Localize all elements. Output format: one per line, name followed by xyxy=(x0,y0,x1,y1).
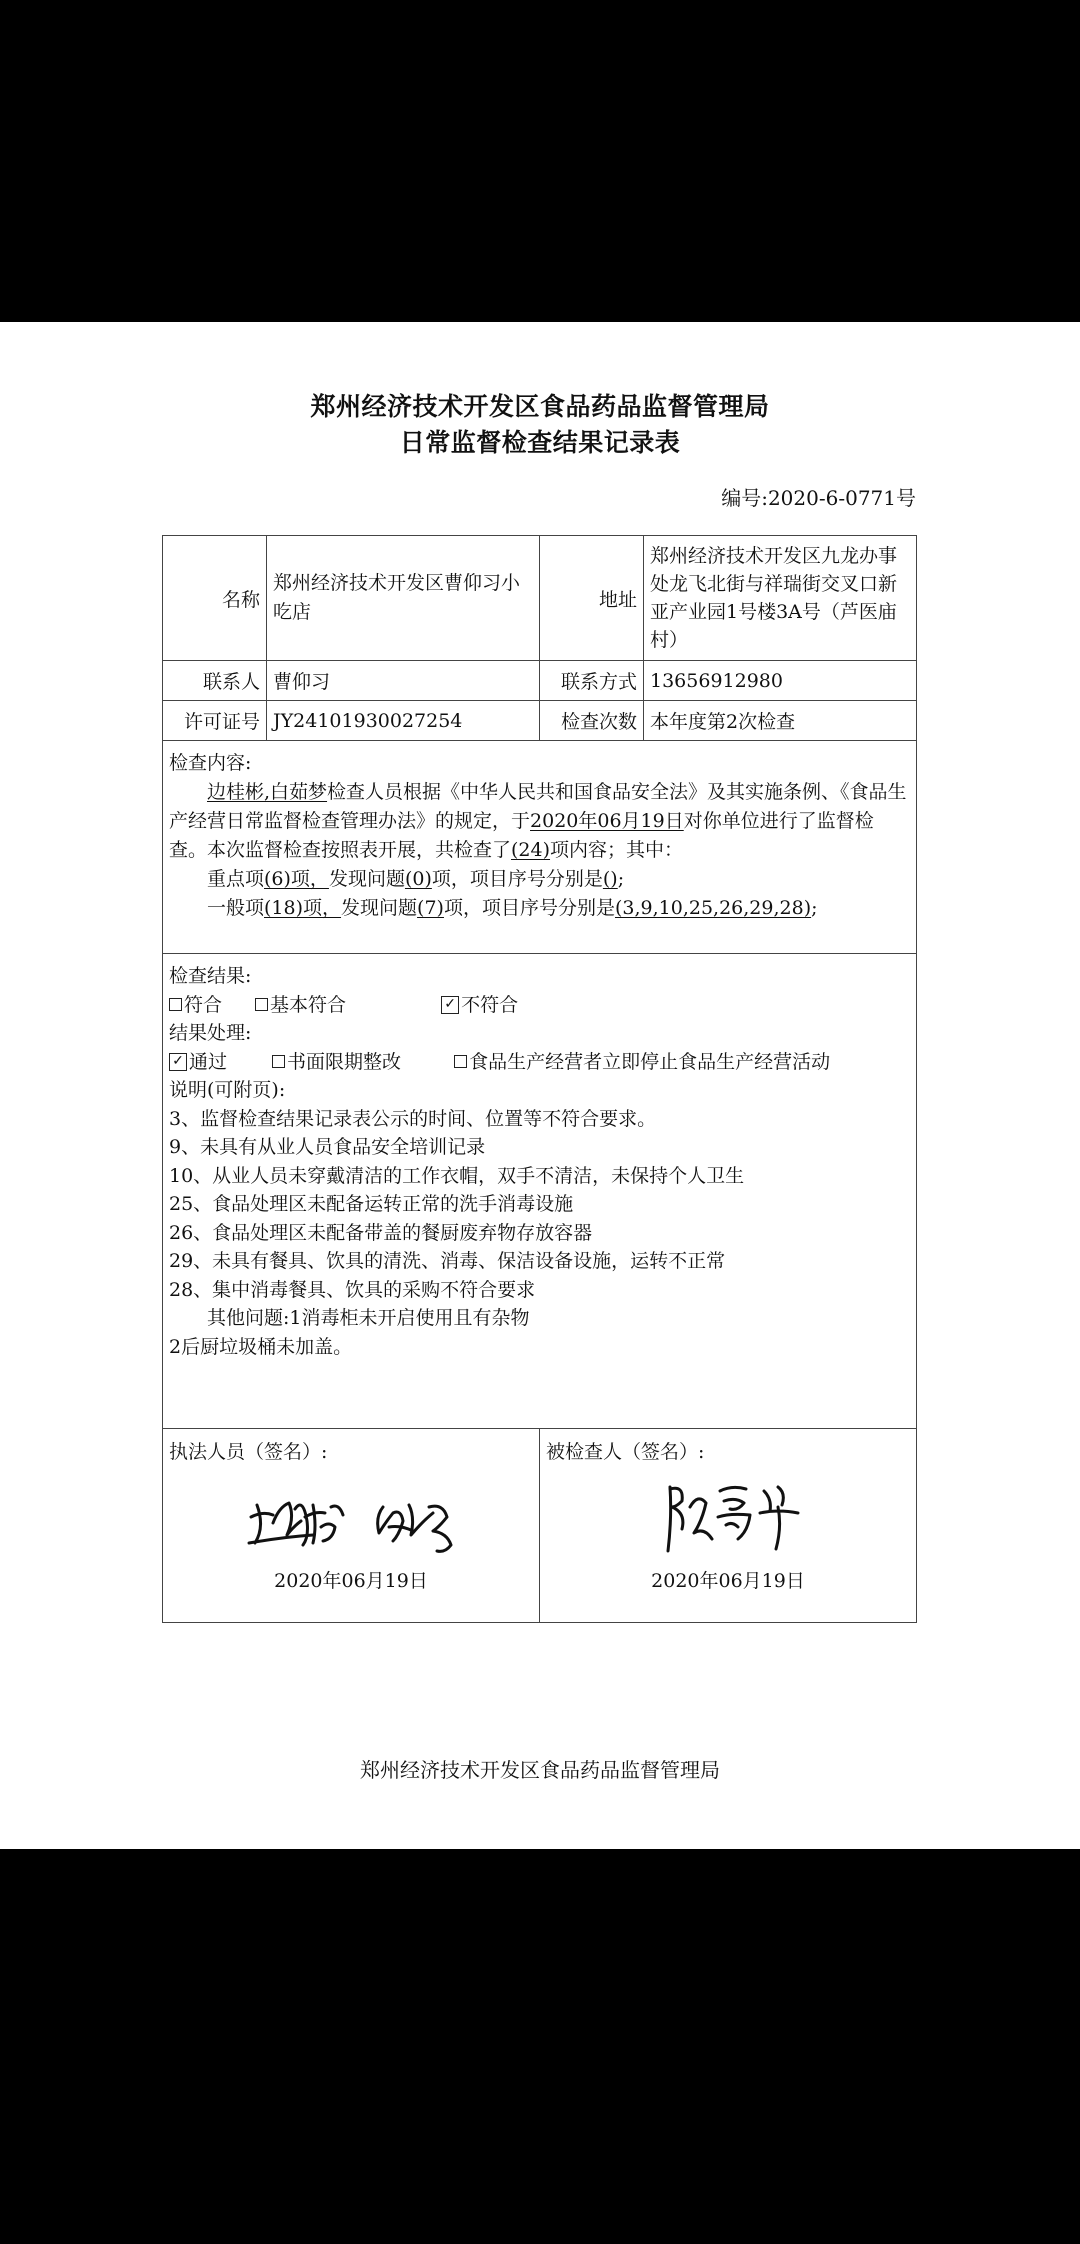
checkbox-stop-operations[interactable] xyxy=(454,1055,467,1068)
name-label: 名称 xyxy=(163,536,267,661)
checkbox-basic-conform[interactable] xyxy=(255,998,268,1011)
license-value: JY24101930027254 xyxy=(267,701,540,741)
officer-signature-label: 执法人员（签名）: xyxy=(169,1441,328,1463)
result-options xyxy=(169,991,910,1020)
general-issues: (7) xyxy=(417,897,444,919)
note-item: 9、未具有从业人员食品安全培训记录 xyxy=(169,1136,486,1158)
key-issues: (0) xyxy=(404,868,432,890)
option-basic-conform: 基本符合 xyxy=(270,993,347,1016)
inspection-result xyxy=(163,954,917,1429)
inspection-form xyxy=(162,535,917,1623)
inspection-content xyxy=(163,741,917,954)
other-issue-1: 其他问题:1消毒柜未开启使用且有杂物 xyxy=(207,1307,530,1329)
content-text-b: 对你单位进行了监督检查。本次监督检查按照表开展，共检查了 xyxy=(169,810,874,861)
name-value: 郑州经济技术开发区曹仰习小吃店 xyxy=(267,536,540,661)
inspection-date: 2020年06月19日 xyxy=(530,810,684,832)
result-heading: 检查结果: xyxy=(169,965,252,987)
license-row xyxy=(163,701,917,741)
content-text-c: 项内容；其中： xyxy=(550,839,684,861)
inspected-handwritten-signature xyxy=(660,1477,820,1557)
note-item: 29、未具有餐具、饮具的清洗、消毒、保洁设备设施，运转不正常 xyxy=(169,1250,726,1272)
result-row xyxy=(163,954,917,1429)
officer-handwritten-signature xyxy=(243,1487,483,1557)
content-text-a: 检查人员根据《中华人民共和国食品安全法》及其实施条例、《食品生产经营日常监督检查管理办法》的规定，于 xyxy=(169,781,907,832)
option-pass: 通过 xyxy=(189,1050,228,1073)
checkbox-pass-checked[interactable]: ✓ xyxy=(169,1053,187,1071)
license-label: 许可证号 xyxy=(163,701,267,741)
officer-signature-date: 2020年06月19日 xyxy=(274,1570,428,1592)
option-nonconform: 不符合 xyxy=(461,993,519,1016)
content-row xyxy=(163,741,917,954)
signature-row xyxy=(163,1429,917,1623)
other-issue-2: 2后厨垃圾桶未加盖。 xyxy=(169,1335,353,1358)
key-issues-label: 发现问题 xyxy=(328,868,405,890)
form-title: 日常监督检查结果记录表 xyxy=(399,428,681,457)
contact-row xyxy=(163,661,917,701)
key-end: ; xyxy=(617,868,625,890)
footer-org: 郑州经济技术开发区食品药品监督管理局 xyxy=(360,1758,720,1782)
note-heading: 说明(可附页): xyxy=(169,1079,286,1101)
contact-value: 曹仰习 xyxy=(267,661,540,701)
general-count: (18)项， xyxy=(264,897,342,919)
key-label: 重点项 xyxy=(207,868,265,890)
org-title: 郑州经济技术开发区食品药品监督管理局 xyxy=(310,392,770,421)
total-items: (24) xyxy=(511,839,551,861)
checkbox-nonconform-checked[interactable]: ✓ xyxy=(441,996,459,1014)
address-value: 郑州经济技术开发区九龙办事处龙飞北街与祥瑞街交叉口新亚产业园1号楼3A号（芦医庙村） xyxy=(644,536,917,661)
key-list: () xyxy=(602,868,618,890)
general-items-line xyxy=(169,894,910,923)
content-paragraph xyxy=(169,778,910,865)
document-page xyxy=(0,322,1080,1849)
option-rectify: 书面限期整改 xyxy=(287,1050,402,1073)
checkbox-rectify[interactable] xyxy=(272,1055,285,1068)
note-item: 26、食品处理区未配备带盖的餐厨废弃物存放容器 xyxy=(169,1221,593,1244)
key-items-line xyxy=(169,865,910,894)
phone-label: 联系方式 xyxy=(540,661,644,701)
serial-number: 编号:2020-6-0771号 xyxy=(721,486,916,510)
inspected-signature-label: 被检查人（签名）: xyxy=(546,1441,705,1463)
contact-label: 联系人 xyxy=(163,661,267,701)
option-conform: 符合 xyxy=(184,993,223,1016)
content-heading: 检查内容: xyxy=(169,752,252,774)
option-stop-operations: 食品生产经营者立即停止食品生产经营活动 xyxy=(469,1050,831,1073)
general-list: (3,9,10,25,26,29,28) xyxy=(614,897,812,919)
note-item: 3、监督检查结果记录表公示的时间、位置等不符合要求。 xyxy=(169,1107,657,1130)
phone-value: 13656912980 xyxy=(644,661,917,701)
handling-heading: 结果处理: xyxy=(169,1022,252,1044)
officer-signature-cell xyxy=(163,1429,540,1623)
general-label: 一般项 xyxy=(207,897,265,919)
general-end: ; xyxy=(811,897,818,919)
inspected-signature-date: 2020年06月19日 xyxy=(651,1570,805,1592)
handling-options xyxy=(169,1048,910,1077)
note-item: 28、集中消毒餐具、饮具的采购不符合要求 xyxy=(169,1278,536,1301)
count-label: 检查次数 xyxy=(540,701,644,741)
key-count: (6)项， xyxy=(264,868,329,890)
checkbox-conform[interactable] xyxy=(169,998,182,1011)
name-address-row xyxy=(163,536,917,661)
inspected-signature-cell xyxy=(540,1429,917,1623)
inspector-names: 边桂彬,白茹梦 xyxy=(207,781,328,803)
count-value: 本年度第2次检查 xyxy=(644,701,917,741)
general-list-label: 项，项目序号分别是 xyxy=(443,897,615,919)
note-item: 25、食品处理区未配备运转正常的洗手消毒设施 xyxy=(169,1193,574,1215)
address-label: 地址 xyxy=(540,536,644,661)
general-issues-label: 发现问题 xyxy=(341,897,418,919)
note-item: 10、从业人员未穿戴清洁的工作衣帽，双手不清洁，未保持个人卫生 xyxy=(169,1164,745,1187)
key-list-label: 项，项目序号分别是 xyxy=(431,868,603,890)
